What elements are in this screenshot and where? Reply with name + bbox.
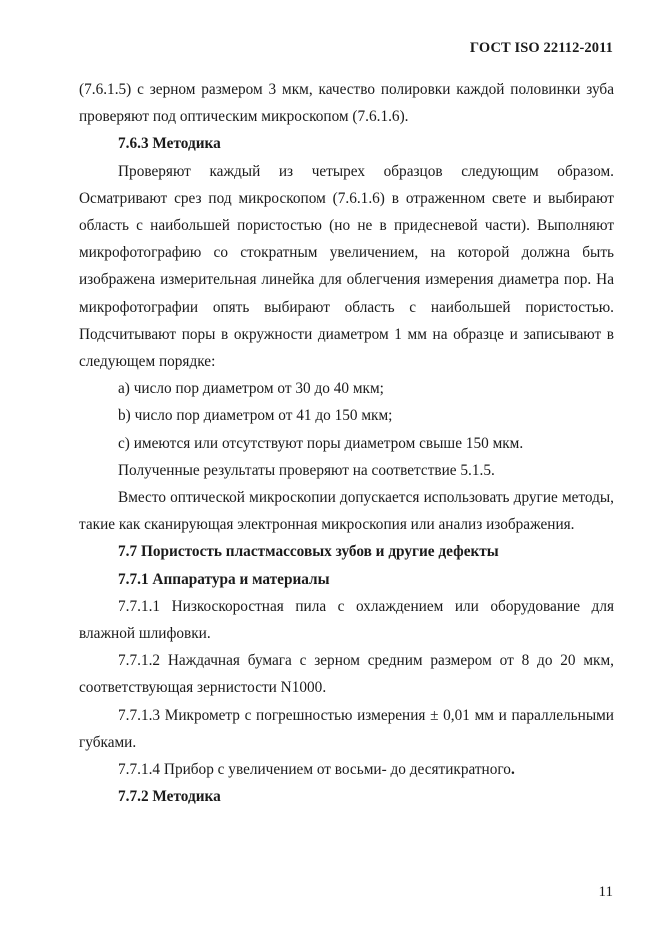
list-item-b: b) число пор диаметром от 41 до 150 мкм; bbox=[118, 407, 393, 425]
page-number: 11 bbox=[598, 884, 613, 900]
heading-7-7-1: 7.7.1 Аппаратура и материалы bbox=[118, 570, 330, 588]
document-header: ГОСТ ISO 22112-2011 bbox=[469, 40, 613, 56]
document-body bbox=[79, 76, 614, 810]
item-7-7-1-3: 7.7.1.3 Микрометр с погрешностью измерения ± 0,01 мм и параллельными губками. bbox=[79, 706, 614, 751]
paragraph-alternatives: Вместо оптической микроскопии допускается использовать другие методы, такие как сканирующая электронная микроскопия или анализ изображения. bbox=[79, 489, 614, 534]
item-7-7-1-2: 7.7.1.2 Наждачная бумага с зерном средним размером от 8 до 20 мкм, соответствующая зернистости N1000. bbox=[79, 652, 614, 697]
paragraph-procedure: Проверяют каждый из четырех образцов следующим образом. Осматривают срез под микроскопом (7.6.1.6) в отраженном свете и выбирают область с наибольшей пористостью (но не в придесневой части). Выполняют микрофотографию со стократным увеличением, на которой должна быть изображена измерительная линейка для облегчения измерения диаметра пор. На микрофотографии опять выбирают область с наибольшей пористостью. Подсчитывают поры в окружности диаметром 1 мм на образце и записывают в следующем порядке: bbox=[79, 162, 614, 371]
list-item-a: a) число пор диаметром от 30 до 40 мкм; bbox=[118, 380, 384, 398]
item-7-7-1-4-period: . bbox=[510, 761, 515, 779]
heading-7-7-2: 7.7.2 Методика bbox=[118, 788, 221, 806]
item-7-7-1-4-text: 7.7.1.4 Прибор с увеличением от восьми- до десятикратного bbox=[118, 761, 511, 779]
item-7-7-1-1: 7.7.1.1 Низкоскоростная пила с охлаждением или оборудование для влажной шлифовки. bbox=[79, 597, 614, 643]
paragraph-results: Полученные результаты проверяют на соответствие 5.1.5. bbox=[118, 461, 495, 479]
item-7-7-1-4 bbox=[79, 756, 614, 783]
list-item-c: c) имеются или отсутствуют поры диаметром свыше 150 мкм. bbox=[118, 434, 524, 452]
heading-7-6-3: 7.6.3 Методика bbox=[118, 135, 221, 153]
heading-7-7: 7.7 Пористость пластмассовых зубов и другие дефекты bbox=[118, 543, 499, 561]
paragraph-continuation: (7.6.1.5) с зерном размером 3 мкм, качество полировки каждой половинки зуба проверяют под оптическим микроскопом (7.6.1.6). bbox=[79, 81, 614, 126]
